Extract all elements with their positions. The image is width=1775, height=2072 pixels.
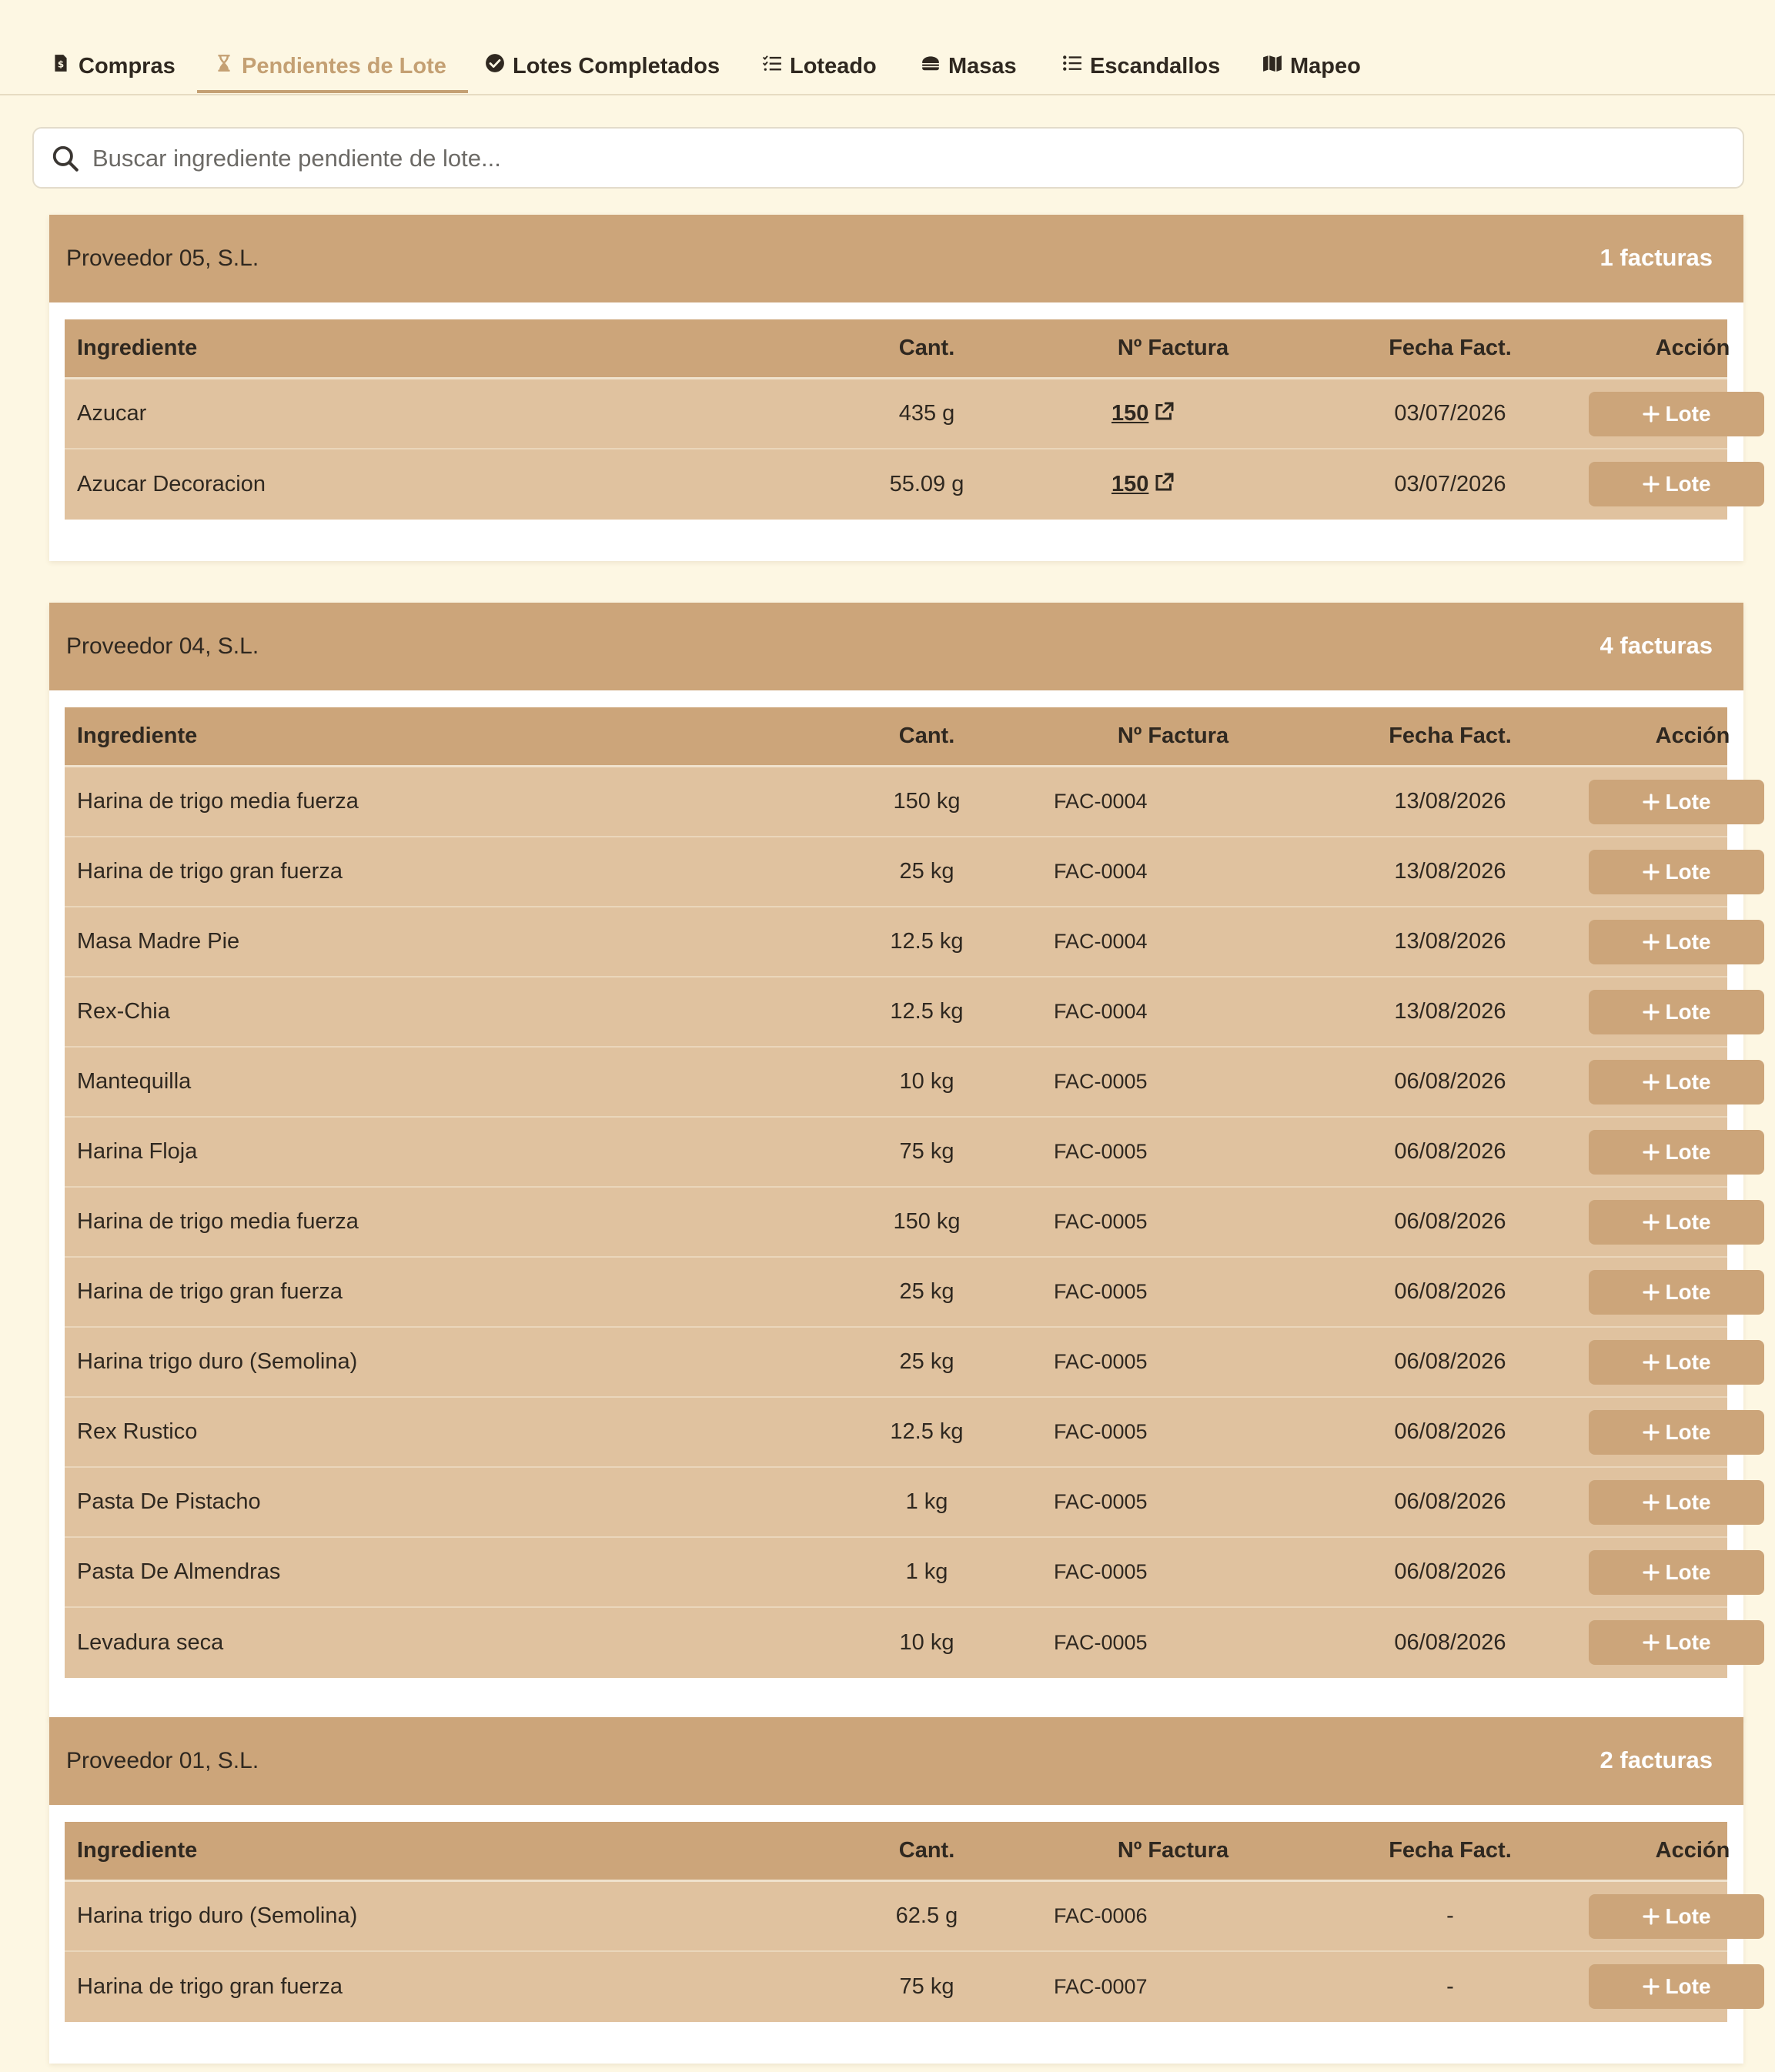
add-lot-button[interactable] xyxy=(1589,1410,1764,1455)
map-icon xyxy=(1262,53,1282,79)
invoice-date: 06/08/2026 xyxy=(1394,1069,1506,1094)
invoice-date: 13/08/2026 xyxy=(1394,929,1506,954)
table-row xyxy=(65,1882,1727,1952)
column-header-ingredient: Ingrediente xyxy=(77,336,198,360)
table-row xyxy=(65,837,1727,907)
table-row xyxy=(65,1398,1727,1468)
tab-lotes-completados[interactable] xyxy=(485,40,720,92)
supplier-card xyxy=(49,603,1743,1719)
invoice-cell xyxy=(1019,379,1327,448)
add-lot-label: Lote xyxy=(1665,1350,1711,1374)
add-lot-label: Lote xyxy=(1665,1490,1711,1514)
tab-label: Compras xyxy=(79,53,175,79)
ingredient-name: Rex Rustico xyxy=(77,1419,198,1444)
column-header-quantity: Cant. xyxy=(898,1838,955,1863)
add-lot-label: Lote xyxy=(1665,1420,1711,1444)
supplier-name: Proveedor 05, S.L. xyxy=(66,246,259,271)
add-lot-label: Lote xyxy=(1665,1140,1711,1164)
quantity: 25 kg xyxy=(899,1349,954,1374)
quantity: 150 kg xyxy=(893,1209,961,1234)
supplier-name: Proveedor 04, S.L. xyxy=(66,633,259,659)
invoice-date: 06/08/2026 xyxy=(1394,1630,1506,1655)
ingredient-name: Harina de trigo media fuerza xyxy=(77,789,359,814)
column-header-date: Fecha Fact. xyxy=(1389,724,1512,748)
supplier-name: Proveedor 01, S.L. xyxy=(66,1748,259,1773)
invoice-date: 06/08/2026 xyxy=(1394,1209,1506,1234)
invoice-number: FAC-0005 xyxy=(1054,1350,1148,1373)
supplier-header xyxy=(49,215,1743,302)
column-header-ingredient: Ingrediente xyxy=(77,724,198,748)
search-box xyxy=(32,127,1744,189)
plus-icon xyxy=(1642,1423,1660,1442)
plus-icon xyxy=(1642,1633,1660,1652)
tab-masas[interactable] xyxy=(921,40,1017,92)
ingredient-name: Harina de trigo media fuerza xyxy=(77,1209,359,1234)
plus-icon xyxy=(1642,1563,1660,1582)
invoice-count-badge: 4 facturas xyxy=(1600,632,1713,659)
invoice-date: 13/08/2026 xyxy=(1394,789,1506,814)
invoice-date: 06/08/2026 xyxy=(1394,1139,1506,1164)
table-row xyxy=(65,1608,1727,1678)
plus-icon xyxy=(1642,793,1660,811)
tab-label: Mapeo xyxy=(1290,53,1361,79)
invoice-number: FAC-0004 xyxy=(1054,1000,1148,1023)
invoice-number: FAC-0004 xyxy=(1054,930,1148,953)
add-lot-button[interactable] xyxy=(1589,1060,1764,1105)
plus-icon xyxy=(1642,1353,1660,1372)
ingredient-name: Harina trigo duro (Semolina) xyxy=(77,1349,358,1374)
quantity: 55.09 g xyxy=(889,472,964,496)
invoice-date: 03/07/2026 xyxy=(1394,401,1506,426)
quantity: 75 kg xyxy=(899,1139,954,1164)
tab-escandallos[interactable] xyxy=(1062,40,1220,92)
invoice-number: 150 xyxy=(1111,401,1149,426)
quantity: 75 kg xyxy=(899,1974,954,1999)
invoice-number: FAC-0006 xyxy=(1054,1904,1148,1927)
invoice-icon xyxy=(51,53,71,79)
table-row xyxy=(65,1468,1727,1538)
add-lot-button[interactable] xyxy=(1589,1620,1764,1665)
invoice-date: - xyxy=(1446,1903,1454,1928)
table-row xyxy=(65,1048,1727,1118)
quantity: 1 kg xyxy=(905,1489,948,1514)
add-lot-label: Lote xyxy=(1665,1974,1711,1998)
add-lot-button[interactable] xyxy=(1589,1270,1764,1315)
bread-icon xyxy=(921,53,941,79)
add-lot-button[interactable] xyxy=(1589,850,1764,894)
invoice-date: 06/08/2026 xyxy=(1394,1559,1506,1584)
table-header xyxy=(65,707,1730,767)
table-row xyxy=(65,978,1727,1048)
add-lot-button[interactable] xyxy=(1589,1200,1764,1245)
plus-icon xyxy=(1642,933,1660,951)
add-lot-label: Lote xyxy=(1665,472,1711,496)
column-header-action: Acción xyxy=(1655,724,1730,748)
add-lot-label: Lote xyxy=(1665,930,1711,954)
search-icon xyxy=(51,144,80,173)
plus-icon xyxy=(1642,1073,1660,1091)
quantity: 1 kg xyxy=(905,1559,948,1584)
invoice-date: 06/08/2026 xyxy=(1394,1419,1506,1444)
add-lot-button[interactable] xyxy=(1589,920,1764,964)
add-lot-button[interactable] xyxy=(1589,1550,1764,1595)
pending-lot-table xyxy=(65,319,1730,520)
quantity: 62.5 g xyxy=(895,1903,958,1928)
invoice-count-badge: 2 facturas xyxy=(1600,1746,1713,1773)
tab-label: Lotes Completados xyxy=(513,53,720,79)
table-row xyxy=(65,1538,1727,1608)
external-link-icon xyxy=(1153,470,1176,500)
svg-text:$: $ xyxy=(57,58,65,70)
invoice-number: FAC-0005 xyxy=(1054,1070,1148,1093)
add-lot-button[interactable] xyxy=(1589,1340,1764,1385)
invoice-number: FAC-0005 xyxy=(1054,1490,1148,1513)
tab-mapeo[interactable] xyxy=(1262,40,1361,92)
ingredient-name: Azucar Decoracion xyxy=(77,472,266,496)
quantity: 10 kg xyxy=(899,1069,954,1094)
table-row xyxy=(65,1258,1727,1328)
table-header xyxy=(65,319,1730,379)
ingredient-name: Harina de trigo gran fuerza xyxy=(77,1279,343,1304)
ingredient-name: Pasta De Pistacho xyxy=(77,1489,261,1514)
ingredient-name: Harina Floja xyxy=(77,1139,198,1164)
quantity: 12.5 kg xyxy=(890,999,964,1024)
invoice-date: 06/08/2026 xyxy=(1394,1349,1506,1374)
table-row xyxy=(65,1188,1727,1258)
invoice-count-badge: 1 facturas xyxy=(1600,244,1713,271)
ingredient-name: Pasta De Almendras xyxy=(77,1559,281,1584)
tab-loteado[interactable] xyxy=(762,40,877,92)
ingredient-name: Rex-Chia xyxy=(77,999,170,1024)
column-header-date: Fecha Fact. xyxy=(1389,336,1512,360)
ingredient-name: Harina de trigo gran fuerza xyxy=(77,859,343,884)
tab-label: Masas xyxy=(948,53,1017,79)
invoice-number: FAC-0005 xyxy=(1054,1140,1148,1163)
pending-lot-table xyxy=(65,707,1730,1678)
supplier-card xyxy=(49,1717,1743,2064)
quantity: 12.5 kg xyxy=(890,929,964,954)
column-header-ingredient: Ingrediente xyxy=(77,1838,198,1863)
table-row xyxy=(65,379,1727,449)
plus-icon xyxy=(1642,475,1660,493)
add-lot-label: Lote xyxy=(1665,1000,1711,1024)
add-lot-button[interactable] xyxy=(1589,392,1764,436)
supplier-card xyxy=(49,215,1743,561)
invoice-date: - xyxy=(1446,1974,1454,1999)
column-header-invoice: Nº Factura xyxy=(1117,336,1229,360)
add-lot-button[interactable] xyxy=(1589,462,1764,506)
ingredient-name: Azucar xyxy=(77,401,147,426)
tab-label: Pendientes de Lote xyxy=(242,53,446,79)
quantity: 25 kg xyxy=(899,859,954,884)
add-lot-button[interactable] xyxy=(1589,1964,1764,2009)
add-lot-button[interactable] xyxy=(1589,990,1764,1034)
column-header-date: Fecha Fact. xyxy=(1389,1838,1512,1863)
add-lot-button[interactable] xyxy=(1589,1130,1764,1175)
table-row xyxy=(65,449,1727,520)
search-input[interactable] xyxy=(92,136,1724,181)
invoice-number: FAC-0005 xyxy=(1054,1420,1148,1443)
add-lot-label: Lote xyxy=(1665,860,1711,884)
invoice-number: FAC-0007 xyxy=(1054,1975,1148,1998)
add-lot-label: Lote xyxy=(1665,1210,1711,1234)
invoice-date: 06/08/2026 xyxy=(1394,1279,1506,1304)
check-circle-icon xyxy=(485,53,505,79)
table-row xyxy=(65,767,1727,837)
invoice-cell xyxy=(1019,449,1327,520)
add-lot-button[interactable] xyxy=(1589,1894,1764,1939)
plus-icon xyxy=(1642,1493,1660,1512)
add-lot-button[interactable] xyxy=(1589,780,1764,824)
invoice-date: 03/07/2026 xyxy=(1394,472,1506,496)
add-lot-label: Lote xyxy=(1665,790,1711,814)
quantity: 150 kg xyxy=(893,789,961,814)
invoice-date: 13/08/2026 xyxy=(1394,999,1506,1024)
quantity: 10 kg xyxy=(899,1630,954,1655)
invoice-number: FAC-0005 xyxy=(1054,1631,1148,1654)
plus-icon xyxy=(1642,1907,1660,1926)
ingredient-name: Harina trigo duro (Semolina) xyxy=(77,1903,358,1928)
invoice-date: 13/08/2026 xyxy=(1394,859,1506,884)
add-lot-label: Lote xyxy=(1665,1904,1711,1928)
invoice-number: FAC-0005 xyxy=(1054,1560,1148,1583)
plus-icon xyxy=(1642,405,1660,423)
external-link-icon xyxy=(1153,399,1176,429)
tab-label: Loteado xyxy=(790,53,877,79)
supplier-header xyxy=(49,603,1743,690)
plus-icon xyxy=(1642,1283,1660,1302)
add-lot-button[interactable] xyxy=(1589,1480,1764,1525)
add-lot-label: Lote xyxy=(1665,1070,1711,1094)
add-lot-label: Lote xyxy=(1665,402,1711,426)
ingredient-name: Harina de trigo gran fuerza xyxy=(77,1974,343,1999)
column-header-quantity: Cant. xyxy=(898,724,955,748)
add-lot-label: Lote xyxy=(1665,1560,1711,1584)
pending-lot-table xyxy=(65,1822,1730,2022)
invoice-number: 150 xyxy=(1111,472,1149,496)
add-lot-label: Lote xyxy=(1665,1280,1711,1304)
invoice-date: 06/08/2026 xyxy=(1394,1489,1506,1514)
plus-icon xyxy=(1642,1213,1660,1232)
plus-icon xyxy=(1642,1143,1660,1161)
table-row xyxy=(65,1952,1727,2022)
ingredient-name: Levadura seca xyxy=(77,1630,224,1655)
table-header xyxy=(65,1822,1730,1882)
tab-bar xyxy=(0,0,1775,95)
invoice-link[interactable] xyxy=(1111,470,1176,500)
table-row xyxy=(65,907,1727,978)
invoice-number: FAC-0004 xyxy=(1054,790,1148,813)
quantity: 25 kg xyxy=(899,1279,954,1304)
add-lot-label: Lote xyxy=(1665,1630,1711,1654)
list-icon xyxy=(1062,53,1082,79)
column-header-action: Acción xyxy=(1655,1838,1730,1863)
hourglass-icon xyxy=(214,53,234,79)
column-header-invoice: Nº Factura xyxy=(1117,1838,1229,1863)
invoice-link[interactable] xyxy=(1111,399,1176,429)
plus-icon xyxy=(1642,1003,1660,1021)
column-header-action: Acción xyxy=(1655,336,1730,360)
plus-icon xyxy=(1642,1977,1660,1996)
tab-label: Escandallos xyxy=(1090,53,1221,79)
table-row xyxy=(65,1328,1727,1398)
supplier-header xyxy=(49,1717,1743,1805)
column-header-quantity: Cant. xyxy=(898,336,955,360)
column-header-invoice: Nº Factura xyxy=(1117,724,1229,748)
checklist-icon xyxy=(762,53,782,79)
quantity: 435 g xyxy=(898,401,955,426)
table-row xyxy=(65,1118,1727,1188)
ingredient-name: Mantequilla xyxy=(77,1069,192,1094)
tab-compras[interactable] xyxy=(51,40,175,92)
tab-pendientes-de-lote[interactable] xyxy=(214,40,446,92)
quantity: 12.5 kg xyxy=(890,1419,964,1444)
plus-icon xyxy=(1642,863,1660,881)
invoice-number: FAC-0004 xyxy=(1054,860,1148,883)
ingredient-name: Masa Madre Pie xyxy=(77,929,240,954)
invoice-number: FAC-0005 xyxy=(1054,1280,1148,1303)
invoice-number: FAC-0005 xyxy=(1054,1210,1148,1233)
